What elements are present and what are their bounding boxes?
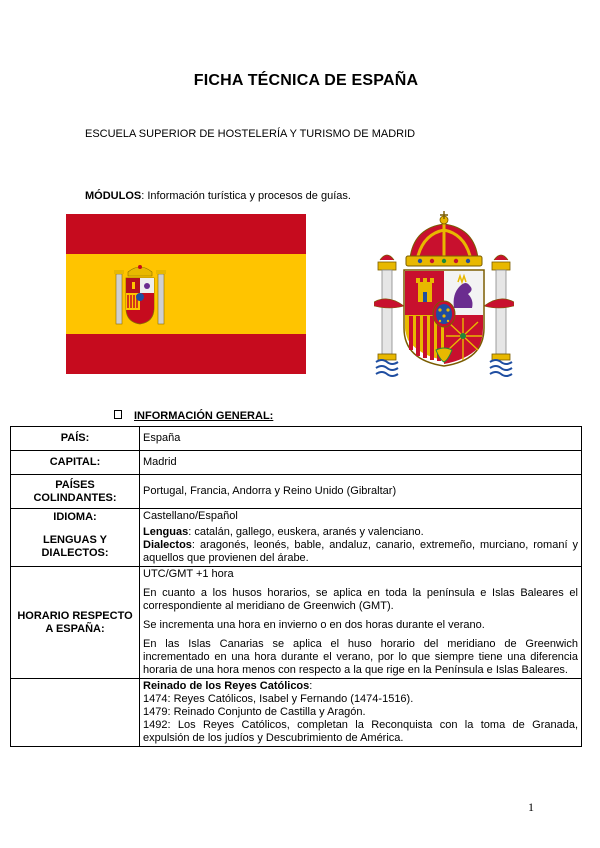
row-value-historia	[140, 679, 582, 747]
table-row	[11, 451, 582, 475]
flag-stripe-bottom	[66, 334, 306, 374]
modules-line	[85, 190, 351, 202]
dialectos-text: : aragonés, leonés, bable, andaluz, canario, extremeño, murciano, romaní y aquellos que provienen del árabe.	[143, 539, 578, 564]
section-heading	[114, 410, 273, 422]
row-label-idioma: IDIOMA:	[53, 511, 97, 523]
historia-heading-suffix: :	[309, 680, 313, 692]
table-row	[11, 509, 582, 567]
historia-line-3: 1492: Los Reyes Católicos, completan la Reconquista con la toma de Granada, expulsión de los judíos y Descubrimiento de América.	[143, 719, 578, 744]
lenguas-label: Lenguas	[143, 526, 189, 538]
table-row	[11, 475, 582, 509]
table-row	[11, 427, 582, 451]
document-title: FICHA TÉCNICA DE ESPAÑA	[193, 72, 419, 89]
row-value-idioma: Castellano/Español	[143, 510, 238, 522]
horario-p4: En las Islas Canarias se aplica el huso horario del meridiano de Greenwich incrementado en una hora durante el verano, por lo que siempre tiene una diferencia horaria de una hora menos con respecto a la que rige en la Península e Islas Baleares.	[143, 638, 578, 676]
row-label-horario: HORARIO RESPECTO A ESPAÑA:	[11, 567, 140, 679]
horario-p2: En cuanto a los husos horarios, se aplica en toda la península e Islas Baleares el correspondiente al meridiano de Greenwich (GMT).	[143, 587, 578, 612]
shield-icon	[404, 270, 484, 366]
flag-stripe-middle	[66, 254, 306, 334]
row-value-capital: Madrid	[140, 451, 582, 475]
row-label-historia	[11, 679, 140, 747]
historia-line-2: 1479: Reinado Conjunto de Castilla y Aragón.	[143, 706, 366, 718]
row-label-lenguas: LENGUAS Y DIALECTOS:	[41, 534, 109, 559]
historia-heading-text: Reinado de los Reyes Católicos	[143, 680, 310, 692]
coat-of-arms-image	[374, 210, 514, 378]
info-table	[10, 426, 582, 747]
dialectos-label: Dialectos	[143, 539, 192, 551]
page-number: 1	[528, 800, 534, 814]
crown-icon	[406, 211, 482, 266]
historia-line-1: 1474: Reyes Católicos, Isabel y Fernando (1474-1516).	[143, 693, 414, 705]
modules-text: : Información turística y procesos de guías.	[141, 190, 351, 202]
lenguas-text: : catalán, gallego, euskera, aranés y valenciano.	[188, 526, 424, 538]
checkbox-bullet-icon	[114, 410, 122, 419]
lenguas-line	[143, 526, 578, 539]
flag-coat-of-arms-icon	[114, 265, 166, 324]
horario-p1: UTC/GMT +1 hora	[143, 568, 234, 580]
section-heading-text: INFORMACIÓN GENERAL:	[134, 410, 274, 422]
pillar-right-icon	[484, 255, 514, 376]
pillar-left-icon	[374, 255, 404, 376]
row-label-paises: PAÍSES COLINDANTES:	[11, 475, 140, 509]
horario-p3: Se incrementa una hora en invierno o en dos horas durante el verano.	[143, 619, 485, 631]
historia-heading	[143, 680, 578, 693]
row-value-paises: Portugal, Francia, Andorra y Reino Unido (Gibraltar)	[140, 475, 582, 509]
row-label-pais: PAÍS:	[11, 427, 140, 451]
row-value-pais: España	[140, 427, 582, 451]
row-label-capital: CAPITAL:	[11, 451, 140, 475]
table-row	[11, 567, 582, 679]
spain-flag-image	[66, 214, 306, 374]
school-name: ESCUELA SUPERIOR DE HOSTELERÍA Y TURISMO DE MADRID	[85, 128, 416, 140]
row-label-idioma-group	[11, 509, 140, 567]
flag-stripe-top	[66, 214, 306, 254]
row-value-horario	[140, 567, 582, 679]
modules-label: MÓDULOS	[85, 190, 142, 202]
dialectos-line	[143, 539, 578, 565]
table-row	[11, 679, 582, 747]
row-value-idioma-group	[140, 509, 582, 567]
